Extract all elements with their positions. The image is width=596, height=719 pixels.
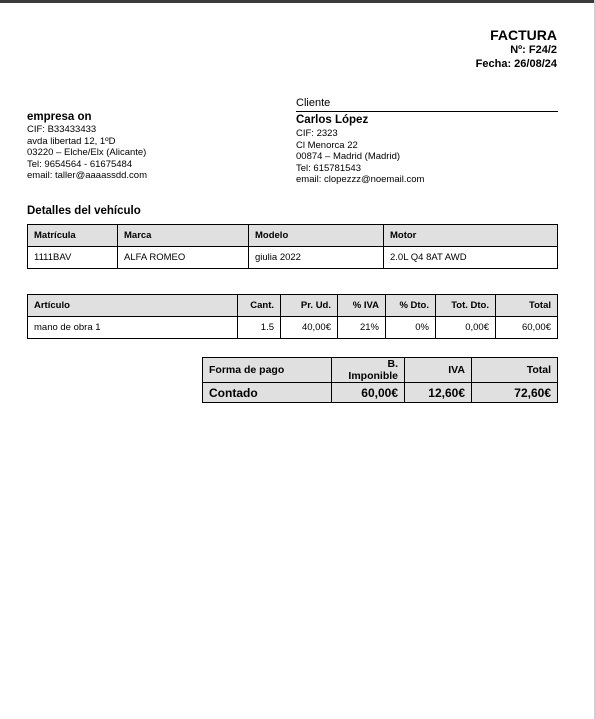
client-block	[296, 97, 558, 186]
vat-amount: 12,60€	[405, 383, 472, 403]
client-city: 00874 – Madrid (Madrid)	[296, 151, 401, 162]
items-header-discount-total: Tot. Dto.	[436, 295, 496, 317]
items-header-article: Artículo	[28, 295, 238, 317]
item-unit-price: 40,00€	[281, 317, 338, 339]
items-header-total: Total	[496, 295, 558, 317]
totals-row	[203, 383, 558, 403]
vehicle-model: giulia 2022	[249, 247, 384, 269]
client-name: Carlos López	[296, 114, 369, 126]
invoice-number: Nº: F24/2	[510, 44, 557, 56]
item-discount-total: 0,00€	[436, 317, 496, 339]
vehicle-brand: ALFA ROMEO	[118, 247, 249, 269]
items-header-qty: Cant.	[238, 295, 281, 317]
item-qty: 1.5	[238, 317, 281, 339]
company-city: 03220 – Elche/Elx (Alicante)	[27, 147, 147, 158]
item-total: 60,00€	[496, 317, 558, 339]
totals-header-total: Total	[472, 358, 558, 383]
company-block	[27, 110, 147, 182]
top-border	[0, 0, 596, 3]
totals-header-row	[203, 358, 558, 383]
invoice-title: FACTURA	[490, 27, 557, 43]
company-email: email: taller@aaaassdd.com	[27, 170, 148, 181]
client-cif: CIF: 2323	[296, 128, 338, 139]
table-row	[28, 247, 558, 269]
items-header-vat: % IVA	[338, 295, 386, 317]
item-vat: 21%	[338, 317, 386, 339]
vehicle-header-engine: Motor	[384, 225, 558, 247]
vehicle-table	[27, 224, 558, 269]
table-row	[28, 317, 558, 339]
grand-total: 72,60€	[472, 383, 558, 403]
totals-header-payment: Forma de pago	[203, 358, 332, 383]
vehicle-header-row	[28, 225, 558, 247]
invoice-header	[476, 27, 557, 71]
items-header-row	[28, 295, 558, 317]
items-header-discount: % Dto.	[386, 295, 436, 317]
client-phone: Tel: 615781543	[296, 162, 361, 174]
totals-header-vat: IVA	[405, 358, 472, 383]
vehicle-engine: 2.0L Q4 8AT AWD	[384, 247, 558, 269]
company-phone: Tel: 9654564 - 61675484	[27, 158, 133, 170]
vehicle-header-plate: Matrícula	[28, 225, 118, 247]
taxable-base: 60,00€	[332, 383, 405, 403]
vehicle-plate: 1111BAV	[28, 247, 118, 269]
invoice-date: Fecha: 26/08/24	[475, 58, 557, 70]
company-name: empresa on	[27, 111, 92, 123]
items-header-unit-price: Pr. Ud.	[281, 295, 338, 317]
client-address: Cl Menorca 22	[296, 139, 358, 151]
totals-header-base: B. Imponible	[332, 358, 405, 383]
item-discount: 0%	[386, 317, 436, 339]
company-address: avda libertad 12, 1ºD	[27, 135, 116, 147]
items-table	[27, 294, 558, 339]
totals-table	[202, 357, 558, 403]
vehicle-header-model: Modelo	[249, 225, 384, 247]
client-label: Cliente	[296, 97, 558, 112]
vehicle-section-title: Detalles del vehículo	[27, 205, 141, 217]
payment-method: Contado	[203, 383, 332, 403]
vehicle-header-brand: Marca	[118, 225, 249, 247]
client-email: email: clopezzz@noemail.com	[296, 174, 425, 185]
item-article: mano de obra 1	[28, 317, 238, 339]
company-cif: CIF: B33433433	[27, 124, 97, 135]
